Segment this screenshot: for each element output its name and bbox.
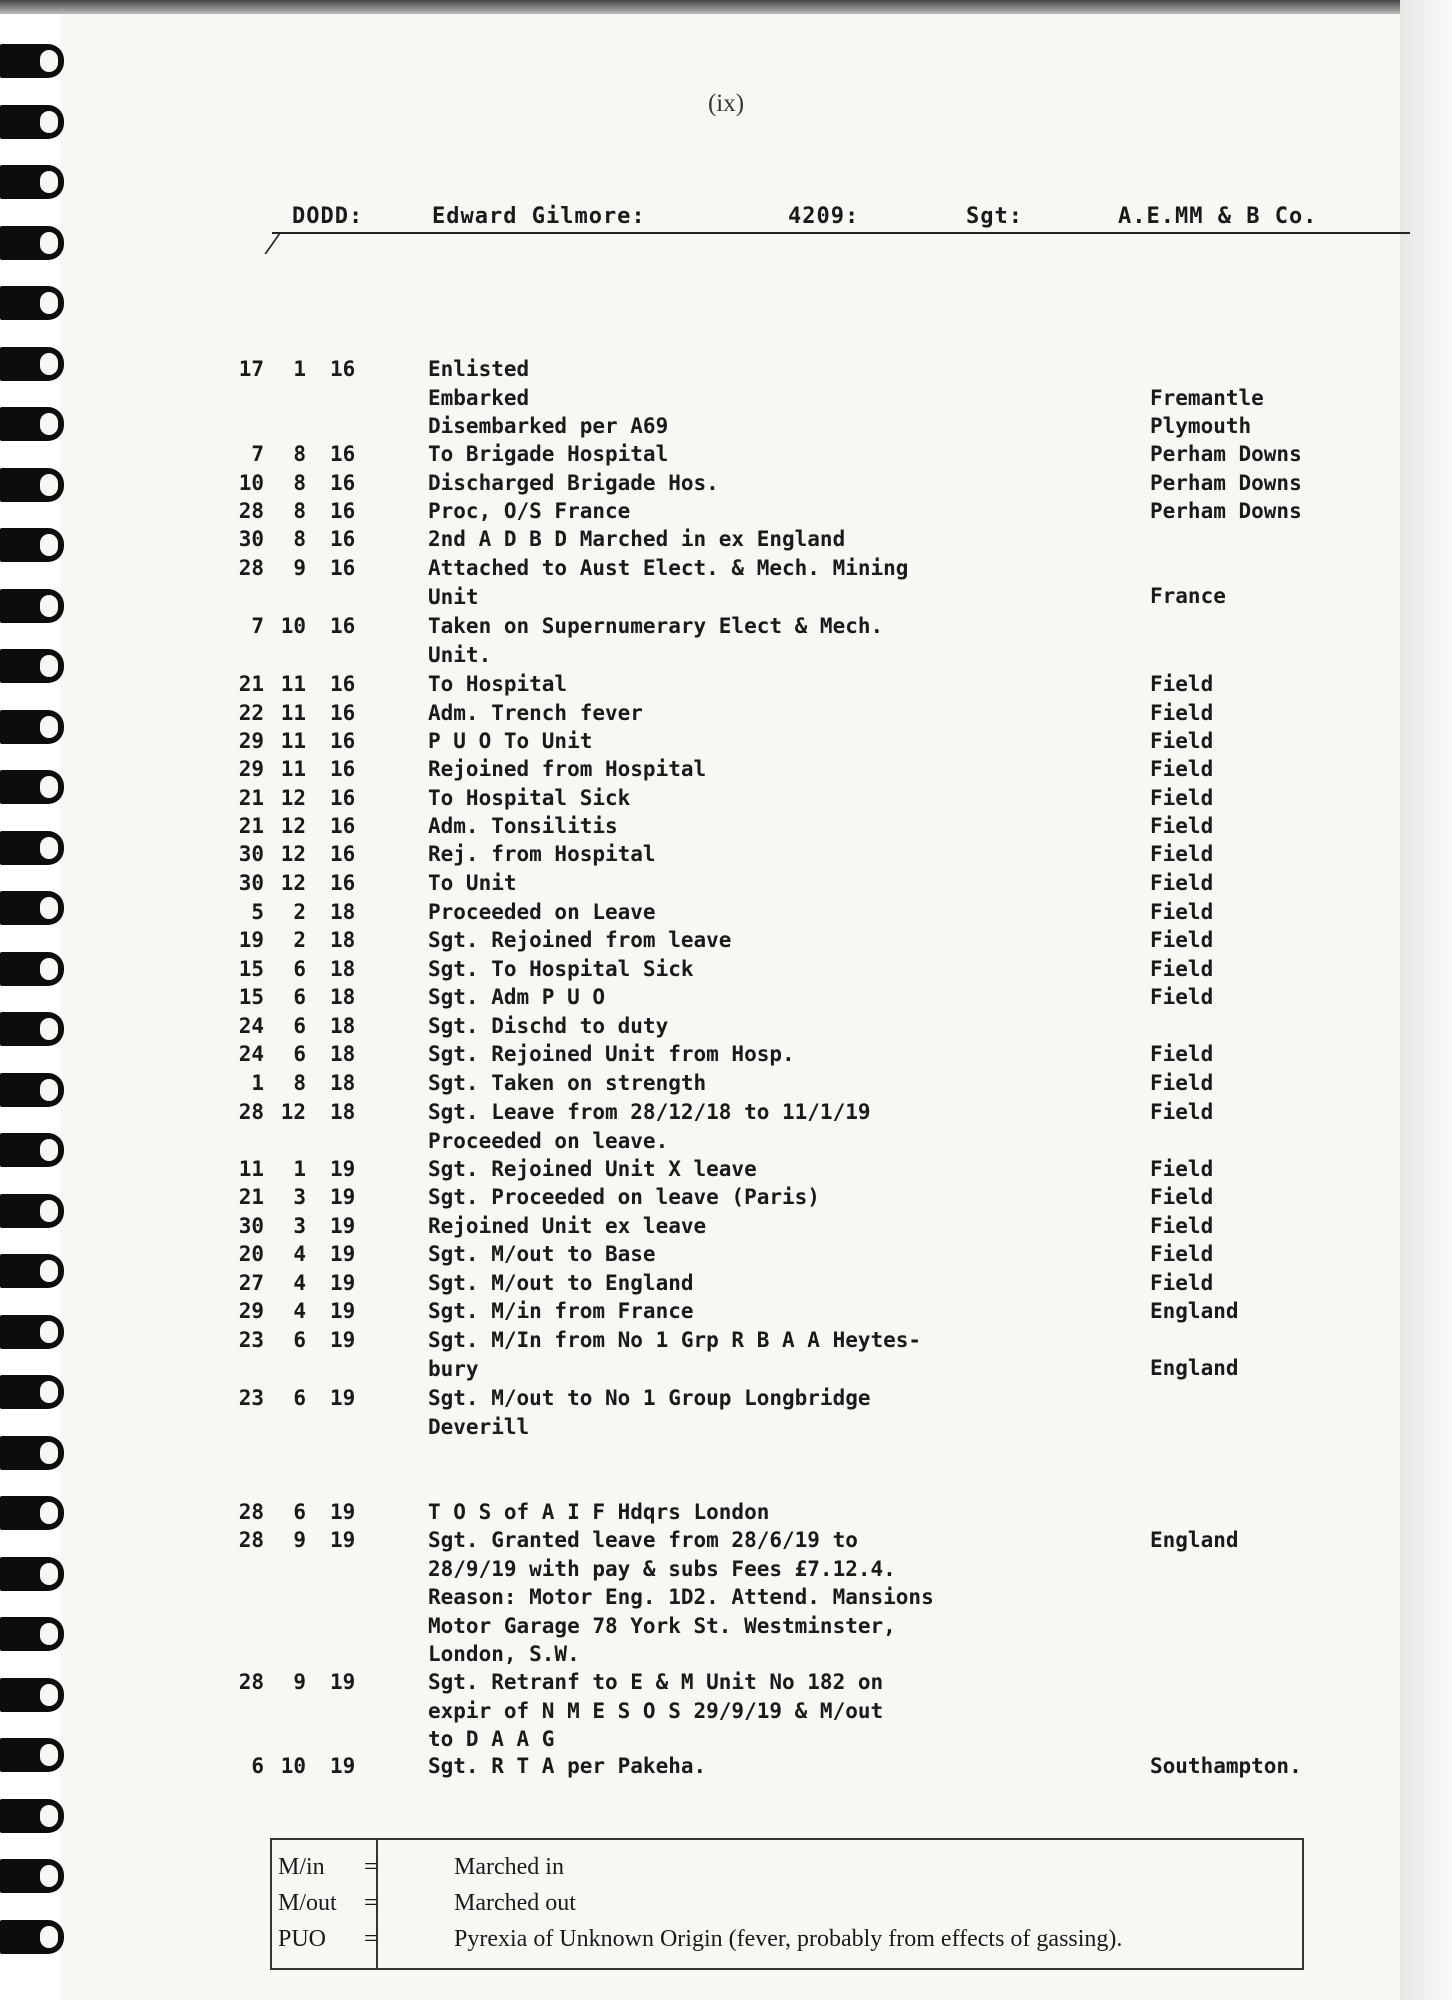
record-entry: Rej. from Hospital bbox=[428, 842, 656, 866]
record-place: Field bbox=[1150, 814, 1214, 838]
record-entry: Enlisted bbox=[428, 357, 530, 381]
record-day: 17 bbox=[238, 357, 264, 381]
binding-ring bbox=[0, 1375, 64, 1409]
record-year: 18 bbox=[330, 985, 356, 1009]
record-year: 16 bbox=[330, 442, 356, 466]
record-place: Field bbox=[1150, 1157, 1214, 1181]
record-year: 18 bbox=[330, 1042, 356, 1066]
record-day: 6 bbox=[251, 1754, 264, 1778]
record-month: 8 bbox=[293, 471, 306, 495]
record-month: 3 bbox=[293, 1185, 306, 1209]
record-year: 19 bbox=[330, 1670, 356, 1694]
record-day: 21 bbox=[238, 814, 264, 838]
record-day: 28 bbox=[238, 499, 264, 523]
record-entry: Sgt. M/out to England bbox=[428, 1271, 694, 1295]
record-month: 6 bbox=[293, 1500, 306, 1524]
record-year: 19 bbox=[330, 1185, 356, 1209]
record-day: 7 bbox=[251, 614, 264, 638]
record-year: 19 bbox=[330, 1328, 356, 1352]
record-day: 28 bbox=[238, 1500, 264, 1524]
record-day: 15 bbox=[238, 985, 264, 1009]
record-entry: Sgt. Retranf to E & M Unit No 182 on expir of N M E S O S 29/9/19 & M/out to D A A G bbox=[428, 1670, 884, 1751]
binding-ring bbox=[0, 1738, 64, 1772]
legend-equals: = bbox=[364, 1926, 378, 1952]
record-entry: P U O To Unit bbox=[428, 729, 593, 753]
record-place: Perham Downs bbox=[1150, 471, 1302, 495]
record-entry: Rejoined Unit ex leave bbox=[428, 1214, 707, 1238]
binding-ring bbox=[0, 468, 64, 502]
legend-equals: = bbox=[364, 1890, 378, 1916]
record-month: 8 bbox=[293, 527, 306, 551]
record-month: 2 bbox=[293, 900, 306, 924]
record-month: 2 bbox=[293, 928, 306, 952]
record-day: 28 bbox=[238, 1100, 264, 1124]
record-entry: Sgt. R T A per Pakeha. bbox=[428, 1754, 707, 1778]
record-entry: Sgt. Adm P U O bbox=[428, 985, 606, 1009]
record-entry: Proceeded on Leave bbox=[428, 900, 656, 924]
page-number: (ix) bbox=[707, 90, 745, 117]
binding-ring bbox=[0, 1859, 64, 1893]
record-month: 1 bbox=[293, 357, 306, 381]
record-place: Southampton. bbox=[1150, 1754, 1302, 1778]
record-day: 23 bbox=[238, 1328, 264, 1352]
header-given-names: Edward Gilmore: bbox=[432, 204, 646, 229]
record-year: 19 bbox=[330, 1528, 356, 1552]
record-year: 18 bbox=[330, 957, 356, 981]
record-entry: Sgt. Proceeded on leave (Paris) bbox=[428, 1185, 820, 1209]
record-day: 28 bbox=[238, 1528, 264, 1552]
record-year: 16 bbox=[330, 729, 356, 753]
record-month: 12 bbox=[280, 814, 306, 838]
record-month: 6 bbox=[293, 1014, 306, 1038]
record-month: 4 bbox=[293, 1242, 306, 1266]
record-year: 16 bbox=[330, 556, 356, 580]
record-month: 11 bbox=[280, 701, 306, 725]
record-year: 16 bbox=[330, 614, 356, 638]
record-month: 4 bbox=[293, 1271, 306, 1295]
record-year: 16 bbox=[330, 814, 356, 838]
record-place: England bbox=[1150, 1356, 1239, 1380]
page-right-edge bbox=[1400, 0, 1452, 2000]
record-entry: Sgt. Rejoined Unit X leave bbox=[428, 1157, 757, 1181]
record-place: England bbox=[1150, 1299, 1239, 1323]
record-entry: Discharged Brigade Hos. bbox=[428, 471, 719, 495]
legend-abbr: M/out bbox=[278, 1890, 337, 1916]
record-place: Field bbox=[1150, 1242, 1214, 1266]
binding-ring bbox=[0, 1496, 64, 1530]
record-entry: Disembarked per A69 bbox=[428, 414, 669, 438]
record-month: 11 bbox=[280, 672, 306, 696]
binding-ring bbox=[0, 831, 64, 865]
record-place: Field bbox=[1150, 757, 1214, 781]
record-year: 19 bbox=[330, 1157, 356, 1181]
record-place: France bbox=[1150, 584, 1226, 608]
record-entry: Attached to Aust Elect. & Mech. Mining Unit bbox=[428, 556, 909, 609]
record-place: England bbox=[1150, 1528, 1239, 1552]
binding-ring bbox=[0, 1012, 64, 1046]
record-year: 16 bbox=[330, 471, 356, 495]
record-day: 1 bbox=[251, 1071, 264, 1095]
record-month: 12 bbox=[280, 1100, 306, 1124]
record-year: 19 bbox=[330, 1386, 356, 1410]
record-month: 6 bbox=[293, 1386, 306, 1410]
record-month: 8 bbox=[293, 499, 306, 523]
record-day: 19 bbox=[238, 928, 264, 952]
record-day: 24 bbox=[238, 1014, 264, 1038]
record-day: 11 bbox=[238, 1157, 264, 1181]
binding-ring bbox=[0, 1073, 64, 1107]
record-day: 29 bbox=[238, 1299, 264, 1323]
binding-ring bbox=[0, 1436, 64, 1470]
record-entry: Adm. Tonsilitis bbox=[428, 814, 618, 838]
legend-abbr: PUO bbox=[278, 1926, 327, 1952]
record-entry: Sgt. To Hospital Sick bbox=[428, 957, 694, 981]
page-top-edge bbox=[0, 0, 1452, 14]
abbreviation-legend bbox=[270, 1838, 1304, 1970]
record-place: Fremantle bbox=[1150, 386, 1264, 410]
binding-ring bbox=[0, 952, 64, 986]
record-entry: Sgt. M/In from No 1 Grp R B A A Heytes- bury bbox=[428, 1328, 922, 1381]
binding-ring bbox=[0, 528, 64, 562]
record-entry: Sgt. M/out to Base bbox=[428, 1242, 656, 1266]
record-month: 11 bbox=[280, 757, 306, 781]
record-month: 9 bbox=[293, 1670, 306, 1694]
record-year: 19 bbox=[330, 1500, 356, 1524]
record-day: 30 bbox=[238, 871, 264, 895]
record-entry: To Hospital bbox=[428, 672, 568, 696]
binding-ring bbox=[0, 770, 64, 804]
record-place: Field bbox=[1150, 1271, 1214, 1295]
record-place: Plymouth bbox=[1150, 414, 1252, 438]
record-month: 8 bbox=[293, 1071, 306, 1095]
binding-ring bbox=[0, 44, 64, 78]
record-place: Field bbox=[1150, 900, 1214, 924]
binding-ring bbox=[0, 1133, 64, 1167]
binding-ring bbox=[0, 649, 64, 683]
binding-ring bbox=[0, 1194, 64, 1228]
record-place: Field bbox=[1150, 672, 1214, 696]
record-year: 19 bbox=[330, 1214, 356, 1238]
record-month: 8 bbox=[293, 442, 306, 466]
record-place: Field bbox=[1150, 1185, 1214, 1209]
record-entry: Rejoined from Hospital bbox=[428, 757, 707, 781]
record-year: 19 bbox=[330, 1299, 356, 1323]
record-day: 29 bbox=[238, 757, 264, 781]
header-unit: A.E.MM & B Co. bbox=[1118, 204, 1318, 229]
record-year: 18 bbox=[330, 1014, 356, 1038]
record-day: 21 bbox=[238, 1185, 264, 1209]
record-place: Field bbox=[1150, 871, 1214, 895]
record-entry: Sgt. Taken on strength bbox=[428, 1071, 707, 1095]
binding-ring bbox=[0, 226, 64, 260]
record-day: 21 bbox=[238, 672, 264, 696]
header-service-number: 4209: bbox=[788, 204, 860, 229]
record-month: 4 bbox=[293, 1299, 306, 1323]
record-year: 16 bbox=[330, 842, 356, 866]
record-month: 12 bbox=[280, 871, 306, 895]
spiral-binding bbox=[0, 0, 70, 2000]
record-day: 24 bbox=[238, 1042, 264, 1066]
header-surname: DODD: bbox=[292, 204, 364, 229]
legend-row bbox=[272, 1854, 1302, 1888]
record-entry: To Hospital Sick bbox=[428, 786, 631, 810]
binding-ring bbox=[0, 891, 64, 925]
record-day: 30 bbox=[238, 1214, 264, 1238]
record-year: 18 bbox=[330, 928, 356, 952]
soldier-header bbox=[280, 204, 1420, 240]
record-year: 19 bbox=[330, 1754, 356, 1778]
binding-ring bbox=[0, 347, 64, 381]
record-place: Perham Downs bbox=[1150, 499, 1302, 523]
record-year: 16 bbox=[330, 527, 356, 551]
record-year: 18 bbox=[330, 900, 356, 924]
record-day: 29 bbox=[238, 729, 264, 753]
record-entry: Taken on Supernumerary Elect & Mech. Unit. bbox=[428, 614, 884, 667]
record-entry: Sgt. Granted leave from 28/6/19 to 28/9/19 with pay & subs Fees £7.12.4. Reason: Motor Eng. 1D2. Attend. Mansions Motor Garage 78 York St. Westminster, London, S.W. bbox=[428, 1528, 934, 1666]
binding-ring bbox=[0, 1920, 64, 1954]
record-entry: Sgt. M/in from France bbox=[428, 1299, 694, 1323]
binding-ring bbox=[0, 165, 64, 199]
legend-row bbox=[272, 1926, 1302, 1960]
header-rank: Sgt: bbox=[966, 204, 1023, 229]
record-day: 22 bbox=[238, 701, 264, 725]
binding-ring bbox=[0, 407, 64, 441]
record-day: 28 bbox=[238, 1670, 264, 1694]
binding-ring bbox=[0, 1557, 64, 1591]
record-year: 16 bbox=[330, 499, 356, 523]
record-entry: To Brigade Hospital bbox=[428, 442, 669, 466]
record-year: 18 bbox=[330, 1100, 356, 1124]
record-entry: Adm. Trench fever bbox=[428, 701, 643, 725]
record-place: Field bbox=[1150, 985, 1214, 1009]
record-entry: Sgt. Rejoined from leave bbox=[428, 928, 732, 952]
binding-ring bbox=[0, 710, 64, 744]
binding-ring bbox=[0, 1678, 64, 1712]
record-month: 6 bbox=[293, 985, 306, 1009]
binding-ring bbox=[0, 286, 64, 320]
record-year: 19 bbox=[330, 1271, 356, 1295]
record-month: 6 bbox=[293, 1042, 306, 1066]
record-month: 3 bbox=[293, 1214, 306, 1238]
record-place: Field bbox=[1150, 786, 1214, 810]
record-day: 20 bbox=[238, 1242, 264, 1266]
binding-ring bbox=[0, 1254, 64, 1288]
record-entry: Sgt. M/out to No 1 Group Longbridge Deverill bbox=[428, 1386, 871, 1439]
record-year: 18 bbox=[330, 1071, 356, 1095]
record-day: 7 bbox=[251, 442, 264, 466]
record-year: 16 bbox=[330, 786, 356, 810]
record-month: 6 bbox=[293, 957, 306, 981]
record-month: 11 bbox=[280, 729, 306, 753]
record-entry: Sgt. Leave from 28/12/18 to 11/1/19 Proceeded on leave. bbox=[428, 1100, 871, 1153]
record-entry: T O S of A I F Hdqrs London bbox=[428, 1500, 770, 1524]
record-day: 30 bbox=[238, 842, 264, 866]
record-place: Field bbox=[1150, 957, 1214, 981]
binding-ring bbox=[0, 1315, 64, 1349]
legend-meaning: Pyrexia of Unknown Origin (fever, probably from effects of gassing). bbox=[454, 1926, 1123, 1952]
record-place: Field bbox=[1150, 701, 1214, 725]
record-place: Field bbox=[1150, 1214, 1214, 1238]
record-place: Field bbox=[1150, 729, 1214, 753]
record-day: 27 bbox=[238, 1271, 264, 1295]
record-year: 16 bbox=[330, 871, 356, 895]
record-day: 5 bbox=[251, 900, 264, 924]
record-month: 10 bbox=[280, 614, 306, 638]
binding-ring bbox=[0, 589, 64, 623]
record-place: Field bbox=[1150, 928, 1214, 952]
record-month: 10 bbox=[280, 1754, 306, 1778]
record-place: Field bbox=[1150, 1071, 1214, 1095]
record-month: 1 bbox=[293, 1157, 306, 1181]
legend-meaning: Marched out bbox=[454, 1890, 576, 1916]
record-entry: 2nd A D B D Marched in ex England bbox=[428, 527, 846, 551]
record-day: 21 bbox=[238, 786, 264, 810]
record-month: 6 bbox=[293, 1328, 306, 1352]
record-month: 12 bbox=[280, 842, 306, 866]
record-entry: Sgt. Dischd to duty bbox=[428, 1014, 669, 1038]
record-entry: Proc, O/S France bbox=[428, 499, 631, 523]
record-place: Field bbox=[1150, 1100, 1214, 1124]
record-day: 23 bbox=[238, 1386, 264, 1410]
record-place: Perham Downs bbox=[1150, 442, 1302, 466]
binding-ring bbox=[0, 1617, 64, 1651]
record-year: 16 bbox=[330, 357, 356, 381]
record-year: 19 bbox=[330, 1242, 356, 1266]
record-year: 16 bbox=[330, 701, 356, 725]
record-year: 16 bbox=[330, 757, 356, 781]
record-place: Field bbox=[1150, 1042, 1214, 1066]
record-entry: Sgt. Rejoined Unit from Hosp. bbox=[428, 1042, 795, 1066]
binding-ring bbox=[0, 1799, 64, 1833]
record-month: 9 bbox=[293, 1528, 306, 1552]
record-month: 9 bbox=[293, 556, 306, 580]
record-place: Field bbox=[1150, 842, 1214, 866]
legend-meaning: Marched in bbox=[454, 1854, 564, 1880]
record-entry: To Unit bbox=[428, 871, 517, 895]
record-entry: Embarked bbox=[428, 386, 530, 410]
record-day: 10 bbox=[238, 471, 264, 495]
header-rule bbox=[272, 232, 1410, 234]
legend-row bbox=[272, 1890, 1302, 1924]
record-day: 30 bbox=[238, 527, 264, 551]
record-month: 12 bbox=[280, 786, 306, 810]
record-day: 28 bbox=[238, 556, 264, 580]
record-year: 16 bbox=[330, 672, 356, 696]
legend-equals: = bbox=[364, 1854, 378, 1880]
legend-abbr: M/in bbox=[278, 1854, 325, 1880]
record-day: 15 bbox=[238, 957, 264, 981]
